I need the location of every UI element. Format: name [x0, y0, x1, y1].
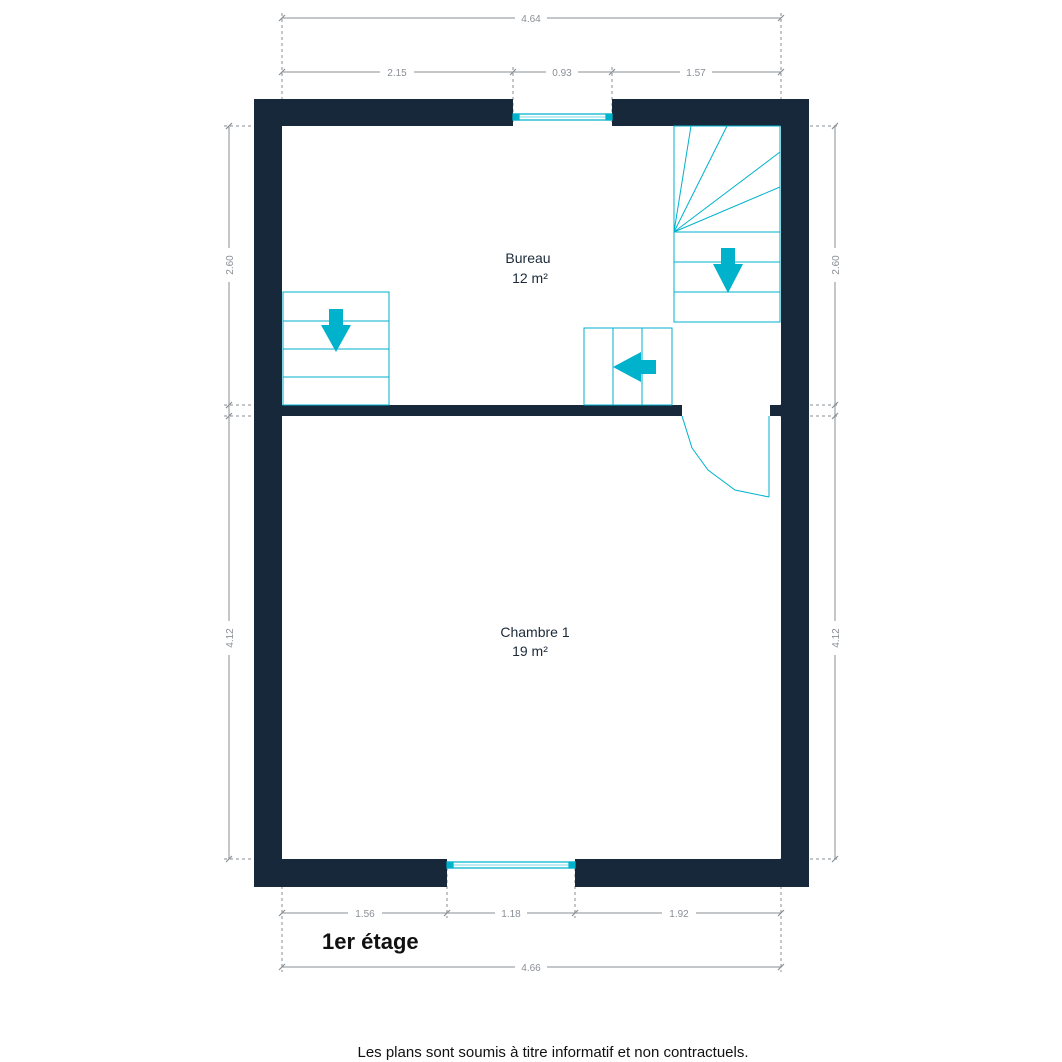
dim-bottom-total: 4.66: [521, 963, 541, 974]
wall-bottom-right: [575, 859, 809, 887]
stair-left-arrow-icon: [613, 352, 656, 382]
stair-down-arrow-icon: [713, 248, 743, 293]
dim-left-lower: 4.12: [225, 628, 236, 648]
dim-top-window: 0.93: [552, 68, 572, 79]
dim-bottom-window: 1.18: [501, 909, 521, 920]
wall-top-left: [254, 99, 513, 126]
stair-down-arrow-icon: [321, 309, 351, 352]
window-top: [513, 114, 612, 120]
dim-left-upper: 2.60: [225, 255, 236, 275]
dim-bottom-right: 1.92: [669, 909, 689, 920]
wall-left: [254, 99, 282, 887]
room-name-chambre: Chambre 1: [500, 624, 570, 640]
dim-top-total: 4.64: [521, 14, 541, 25]
floor-title: 1er étage: [322, 929, 419, 954]
room-name-bureau: Bureau: [505, 250, 551, 266]
dim-top-right: 1.57: [686, 68, 706, 79]
wall-bottom-left: [254, 859, 447, 887]
room-area-bureau: 12 m²: [512, 270, 548, 286]
door-chambre: [682, 416, 769, 497]
dim-right-upper: 2.60: [831, 255, 842, 275]
dim-bottom-left: 1.56: [355, 909, 375, 920]
room-area-chambre: 19 m²: [512, 643, 548, 659]
wall-partition-stub: [770, 405, 781, 416]
dim-right-lower: 4.12: [831, 628, 842, 648]
stair-right: [674, 126, 780, 322]
wall-right: [781, 99, 809, 887]
window-bottom: [447, 862, 575, 868]
disclaimer: Les plans sont soumis à titre informatif et non contractuels.: [357, 1044, 749, 1061]
walls: [254, 99, 809, 887]
wall-top-right: [612, 99, 809, 126]
wall-partition: [282, 405, 682, 416]
dim-top-left: 2.15: [387, 68, 407, 79]
